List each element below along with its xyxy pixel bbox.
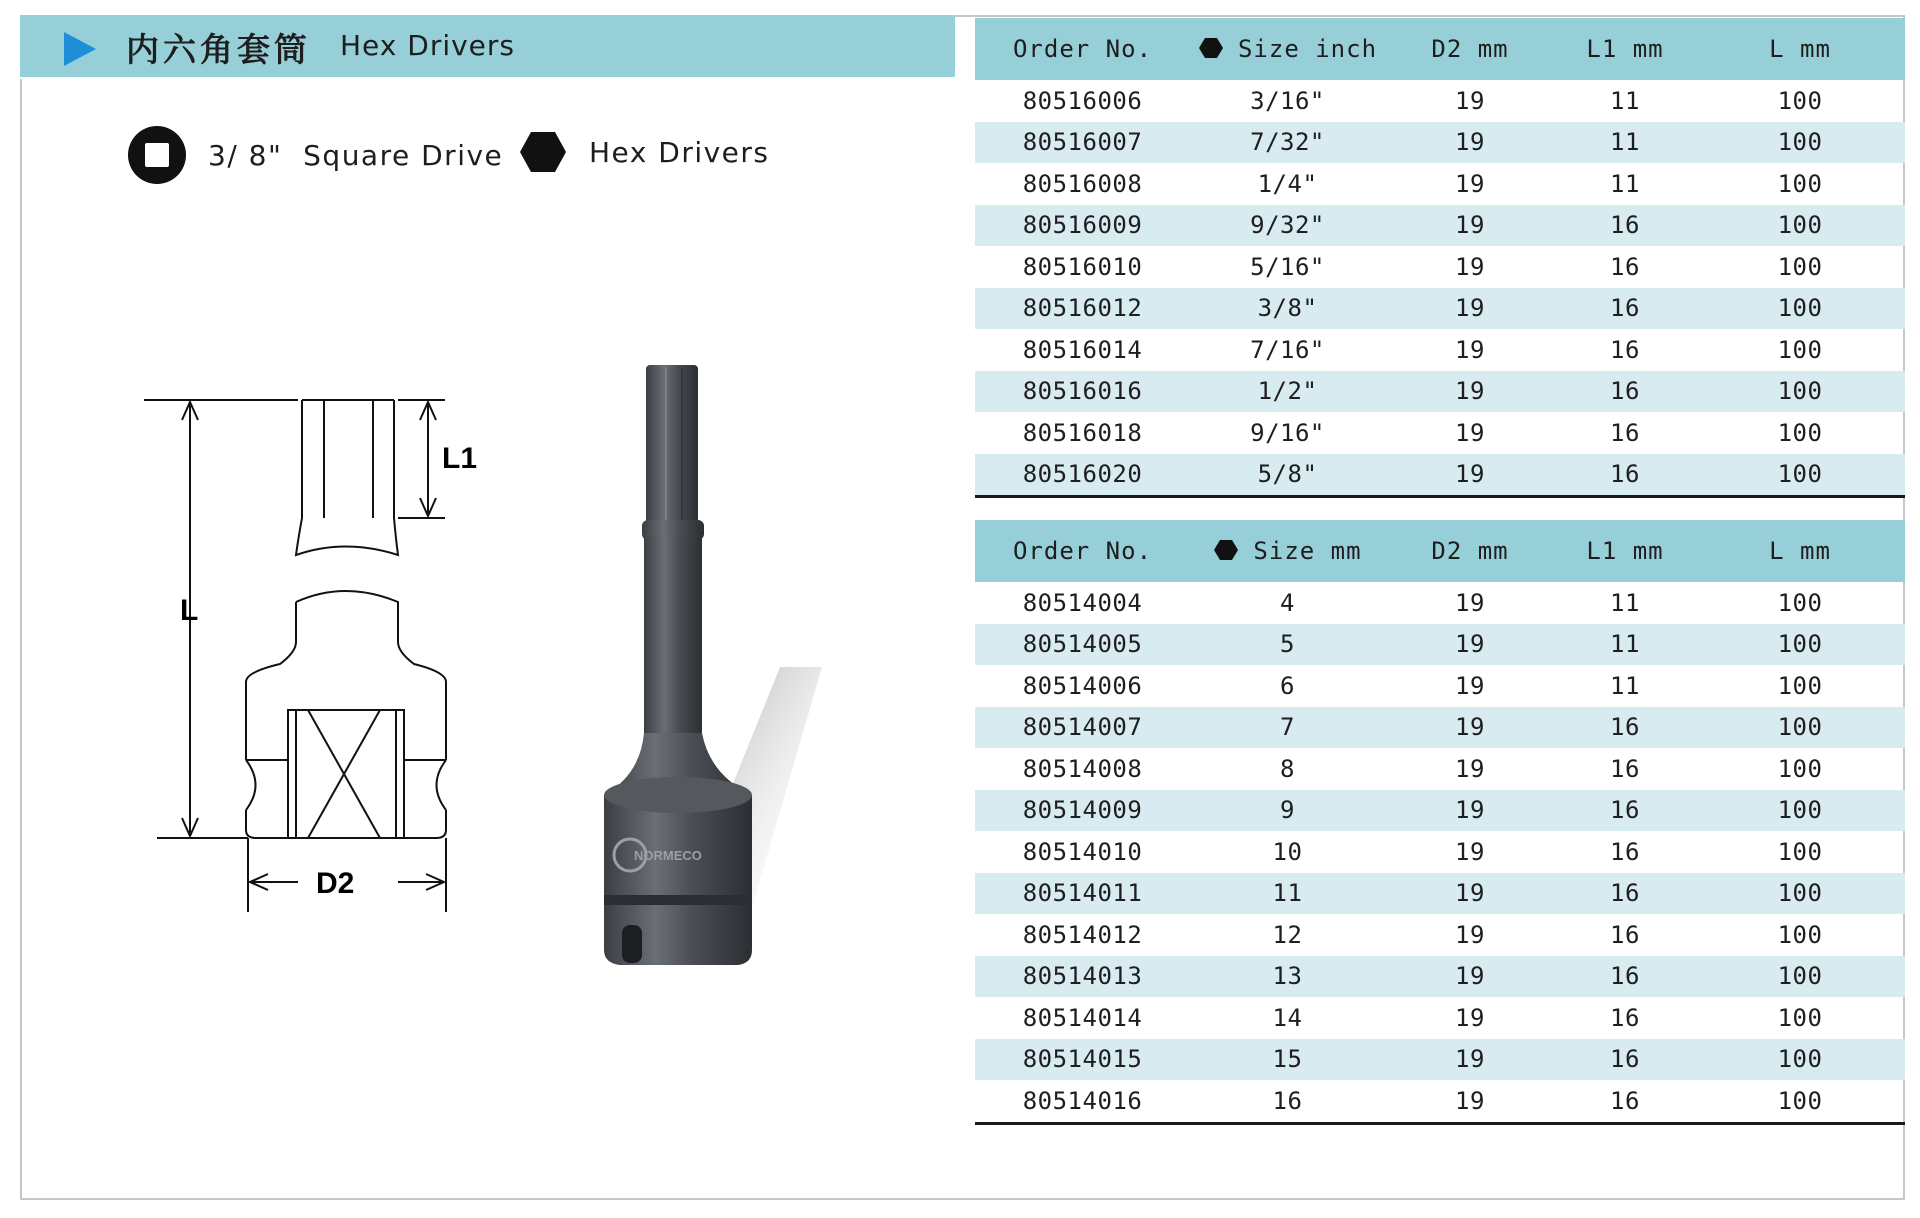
table-row xyxy=(975,288,1905,330)
l-cell: 100 xyxy=(1777,1003,1823,1032)
header-size xyxy=(1190,520,1385,582)
l1-cell: 16 xyxy=(1610,837,1640,866)
header-order-no: Order No. xyxy=(975,520,1190,582)
play-arrow-icon xyxy=(62,30,98,68)
header-d2: D2 mm xyxy=(1385,18,1555,80)
order-no-cell: 80514016 xyxy=(975,1080,1190,1123)
d2-cell: 19 xyxy=(1385,707,1555,749)
l-cell: 100 xyxy=(1695,122,1905,164)
header-l: L mm xyxy=(1695,520,1905,582)
order-no-cell: 80516018 xyxy=(1022,418,1143,447)
hex-driver-diagram xyxy=(130,390,490,920)
l1-cell: 16 xyxy=(1555,873,1695,915)
l-cell: 100 xyxy=(1777,169,1823,198)
table-row xyxy=(975,624,1905,666)
l-cell: 100 xyxy=(1695,707,1905,749)
l-cell: 100 xyxy=(1695,1080,1905,1123)
header-order-no: Order No. xyxy=(975,18,1190,80)
table-row xyxy=(975,454,1905,497)
d2-cell: 19 xyxy=(1385,790,1555,832)
d2-cell: 19 xyxy=(1385,1039,1555,1081)
order-no-cell: 80514015 xyxy=(975,1039,1190,1081)
order-no-cell: 80514009 xyxy=(975,790,1190,832)
size-cell: 1/4" xyxy=(1257,169,1318,198)
table-row xyxy=(975,329,1905,371)
l1-cell: 16 xyxy=(1555,205,1695,247)
size-cell: 7 xyxy=(1190,707,1385,749)
order-no-cell: 80514006 xyxy=(1022,671,1143,700)
d2-cell: 19 xyxy=(1455,837,1485,866)
square-drive-icon xyxy=(126,124,188,186)
header-d2: D2 mm xyxy=(1385,520,1555,582)
l-cell: 100 xyxy=(1777,754,1823,783)
product-photo xyxy=(560,355,850,975)
d2-cell: 19 xyxy=(1385,454,1555,497)
size-cell: 1/2" xyxy=(1190,371,1385,413)
size-cell: 14 xyxy=(1272,1003,1303,1032)
order-no-cell: 80516010 xyxy=(1022,252,1143,281)
order-no-cell: 80514005 xyxy=(975,624,1190,666)
l1-cell: 16 xyxy=(1555,790,1695,832)
order-no-cell: 80514011 xyxy=(975,873,1190,915)
size-cell: 6 xyxy=(1280,671,1295,700)
table-row xyxy=(975,914,1905,956)
header-size-label: Size inch xyxy=(1237,35,1378,63)
table-row xyxy=(975,582,1905,624)
d2-cell: 19 xyxy=(1385,205,1555,247)
legend-hex-driver xyxy=(519,131,770,173)
size-cell: 8 xyxy=(1280,754,1295,783)
table-row xyxy=(975,748,1905,790)
d2-cell: 19 xyxy=(1455,671,1485,700)
size-cell: 15 xyxy=(1190,1039,1385,1081)
size-cell: 13 xyxy=(1190,956,1385,998)
l-cell: 100 xyxy=(1695,956,1905,998)
l1-cell: 11 xyxy=(1610,671,1640,700)
hexagon-icon xyxy=(1213,539,1239,561)
page-title-en: Hex Drivers xyxy=(340,29,516,62)
l1-cell: 16 xyxy=(1555,371,1695,413)
l-cell: 100 xyxy=(1695,371,1905,413)
d2-cell: 19 xyxy=(1385,873,1555,915)
size-cell: 3/8" xyxy=(1190,288,1385,330)
d2-cell: 19 xyxy=(1385,371,1555,413)
brand-logo-text: NORMECO xyxy=(634,848,702,863)
order-no-cell: 80516007 xyxy=(975,122,1190,164)
header-l1: L1 mm xyxy=(1555,520,1695,582)
d2-cell: 19 xyxy=(1385,122,1555,164)
l-cell: 100 xyxy=(1777,335,1823,364)
l1-cell: 16 xyxy=(1610,252,1640,281)
d2-cell: 19 xyxy=(1455,588,1485,617)
l1-cell: 16 xyxy=(1610,920,1640,949)
l-cell: 100 xyxy=(1777,588,1823,617)
l1-cell: 16 xyxy=(1610,418,1640,447)
l1-cell: 16 xyxy=(1610,1003,1640,1032)
dimension-label-l: L xyxy=(180,594,199,627)
d2-cell: 19 xyxy=(1455,86,1485,115)
d2-cell: 19 xyxy=(1385,624,1555,666)
l1-cell: 11 xyxy=(1610,86,1640,115)
header-size-label: Size mm xyxy=(1253,537,1362,565)
l1-cell: 11 xyxy=(1610,588,1640,617)
d2-cell: 19 xyxy=(1455,169,1485,198)
l-cell: 100 xyxy=(1695,288,1905,330)
l-cell: 100 xyxy=(1777,920,1823,949)
l-cell: 100 xyxy=(1777,837,1823,866)
d2-cell: 19 xyxy=(1455,252,1485,281)
size-cell: 3/16" xyxy=(1250,86,1325,115)
dimension-label-l1: L1 xyxy=(442,442,478,475)
table-row xyxy=(975,412,1905,454)
l-cell: 100 xyxy=(1695,205,1905,247)
d2-cell: 19 xyxy=(1455,418,1485,447)
size-cell: 12 xyxy=(1272,920,1303,949)
size-cell: 4 xyxy=(1280,588,1295,617)
table-row xyxy=(975,163,1905,205)
d2-cell: 19 xyxy=(1385,288,1555,330)
d2-cell: 19 xyxy=(1455,1003,1485,1032)
size-cell: 5/16" xyxy=(1250,252,1325,281)
l-cell: 100 xyxy=(1777,86,1823,115)
order-no-cell: 80514010 xyxy=(1022,837,1143,866)
d2-cell: 19 xyxy=(1455,920,1485,949)
hexagon-icon xyxy=(519,131,567,173)
l-cell: 100 xyxy=(1695,624,1905,666)
order-no-cell: 80514013 xyxy=(975,956,1190,998)
header-l1: L1 mm xyxy=(1555,18,1695,80)
order-no-cell: 80516008 xyxy=(1022,169,1143,198)
size-cell: 11 xyxy=(1190,873,1385,915)
l1-cell: 11 xyxy=(1555,624,1695,666)
size-cell: 7/16" xyxy=(1250,335,1325,364)
order-no-cell: 80514004 xyxy=(1022,588,1143,617)
table-row xyxy=(975,122,1905,164)
table-row xyxy=(975,997,1905,1039)
l-cell: 100 xyxy=(1777,671,1823,700)
table-row xyxy=(975,205,1905,247)
legend-drive-label: 3/ 8" Square Drive xyxy=(208,138,504,172)
size-cell: 16 xyxy=(1190,1080,1385,1123)
l1-cell: 16 xyxy=(1610,754,1640,783)
table-header-row xyxy=(975,520,1905,582)
legend-type-label: Hex Drivers xyxy=(589,135,770,169)
table-row xyxy=(975,246,1905,288)
l1-cell: 16 xyxy=(1555,288,1695,330)
size-cell: 9/16" xyxy=(1250,418,1325,447)
size-cell: 5 xyxy=(1190,624,1385,666)
table-row xyxy=(975,873,1905,915)
l1-cell: 16 xyxy=(1610,335,1640,364)
size-cell: 9 xyxy=(1190,790,1385,832)
table-row xyxy=(975,956,1905,998)
l-cell: 100 xyxy=(1695,1039,1905,1081)
table-row xyxy=(975,790,1905,832)
size-cell: 9/32" xyxy=(1190,205,1385,247)
table-row xyxy=(975,80,1905,122)
order-no-cell: 80516012 xyxy=(975,288,1190,330)
l1-cell: 16 xyxy=(1555,1080,1695,1123)
order-no-cell: 80514007 xyxy=(975,707,1190,749)
l1-cell: 16 xyxy=(1555,707,1695,749)
l1-cell: 11 xyxy=(1555,122,1695,164)
table-row xyxy=(975,831,1905,873)
d2-cell: 19 xyxy=(1455,754,1485,783)
d2-cell: 19 xyxy=(1385,1080,1555,1123)
mm-size-table xyxy=(975,520,1905,1125)
l-cell: 100 xyxy=(1695,454,1905,497)
table-row xyxy=(975,665,1905,707)
inch-size-table xyxy=(975,18,1905,498)
l-cell: 100 xyxy=(1777,252,1823,281)
size-cell: 10 xyxy=(1272,837,1303,866)
order-no-cell: 80514008 xyxy=(1022,754,1143,783)
order-no-cell: 80516006 xyxy=(1022,86,1143,115)
l-cell: 100 xyxy=(1695,873,1905,915)
d2-cell: 19 xyxy=(1385,956,1555,998)
l1-cell: 16 xyxy=(1555,1039,1695,1081)
table-header-row xyxy=(975,18,1905,80)
page-title-cn: 内六角套筒 xyxy=(126,30,311,69)
table-row xyxy=(975,1039,1905,1081)
size-cell: 7/32" xyxy=(1190,122,1385,164)
order-no-cell: 80516016 xyxy=(975,371,1190,413)
hexagon-icon xyxy=(1198,37,1224,59)
l1-cell: 16 xyxy=(1555,454,1695,497)
d2-cell: 19 xyxy=(1455,335,1485,364)
size-cell: 5/8" xyxy=(1190,454,1385,497)
order-no-cell: 80514014 xyxy=(1022,1003,1143,1032)
table-row xyxy=(975,707,1905,749)
order-no-cell: 80516009 xyxy=(975,205,1190,247)
order-no-cell: 80516014 xyxy=(1022,335,1143,364)
legend-square-drive xyxy=(126,124,503,186)
l-cell: 100 xyxy=(1777,418,1823,447)
order-no-cell: 80516020 xyxy=(975,454,1190,497)
l1-cell: 11 xyxy=(1610,169,1640,198)
dimension-label-d2: D2 xyxy=(316,867,355,900)
table-row xyxy=(975,1080,1905,1123)
table-row xyxy=(975,371,1905,413)
l1-cell: 16 xyxy=(1555,956,1695,998)
header-size xyxy=(1190,18,1385,80)
order-no-cell: 80514012 xyxy=(1022,920,1143,949)
l-cell: 100 xyxy=(1695,790,1905,832)
header-l: L mm xyxy=(1695,18,1905,80)
